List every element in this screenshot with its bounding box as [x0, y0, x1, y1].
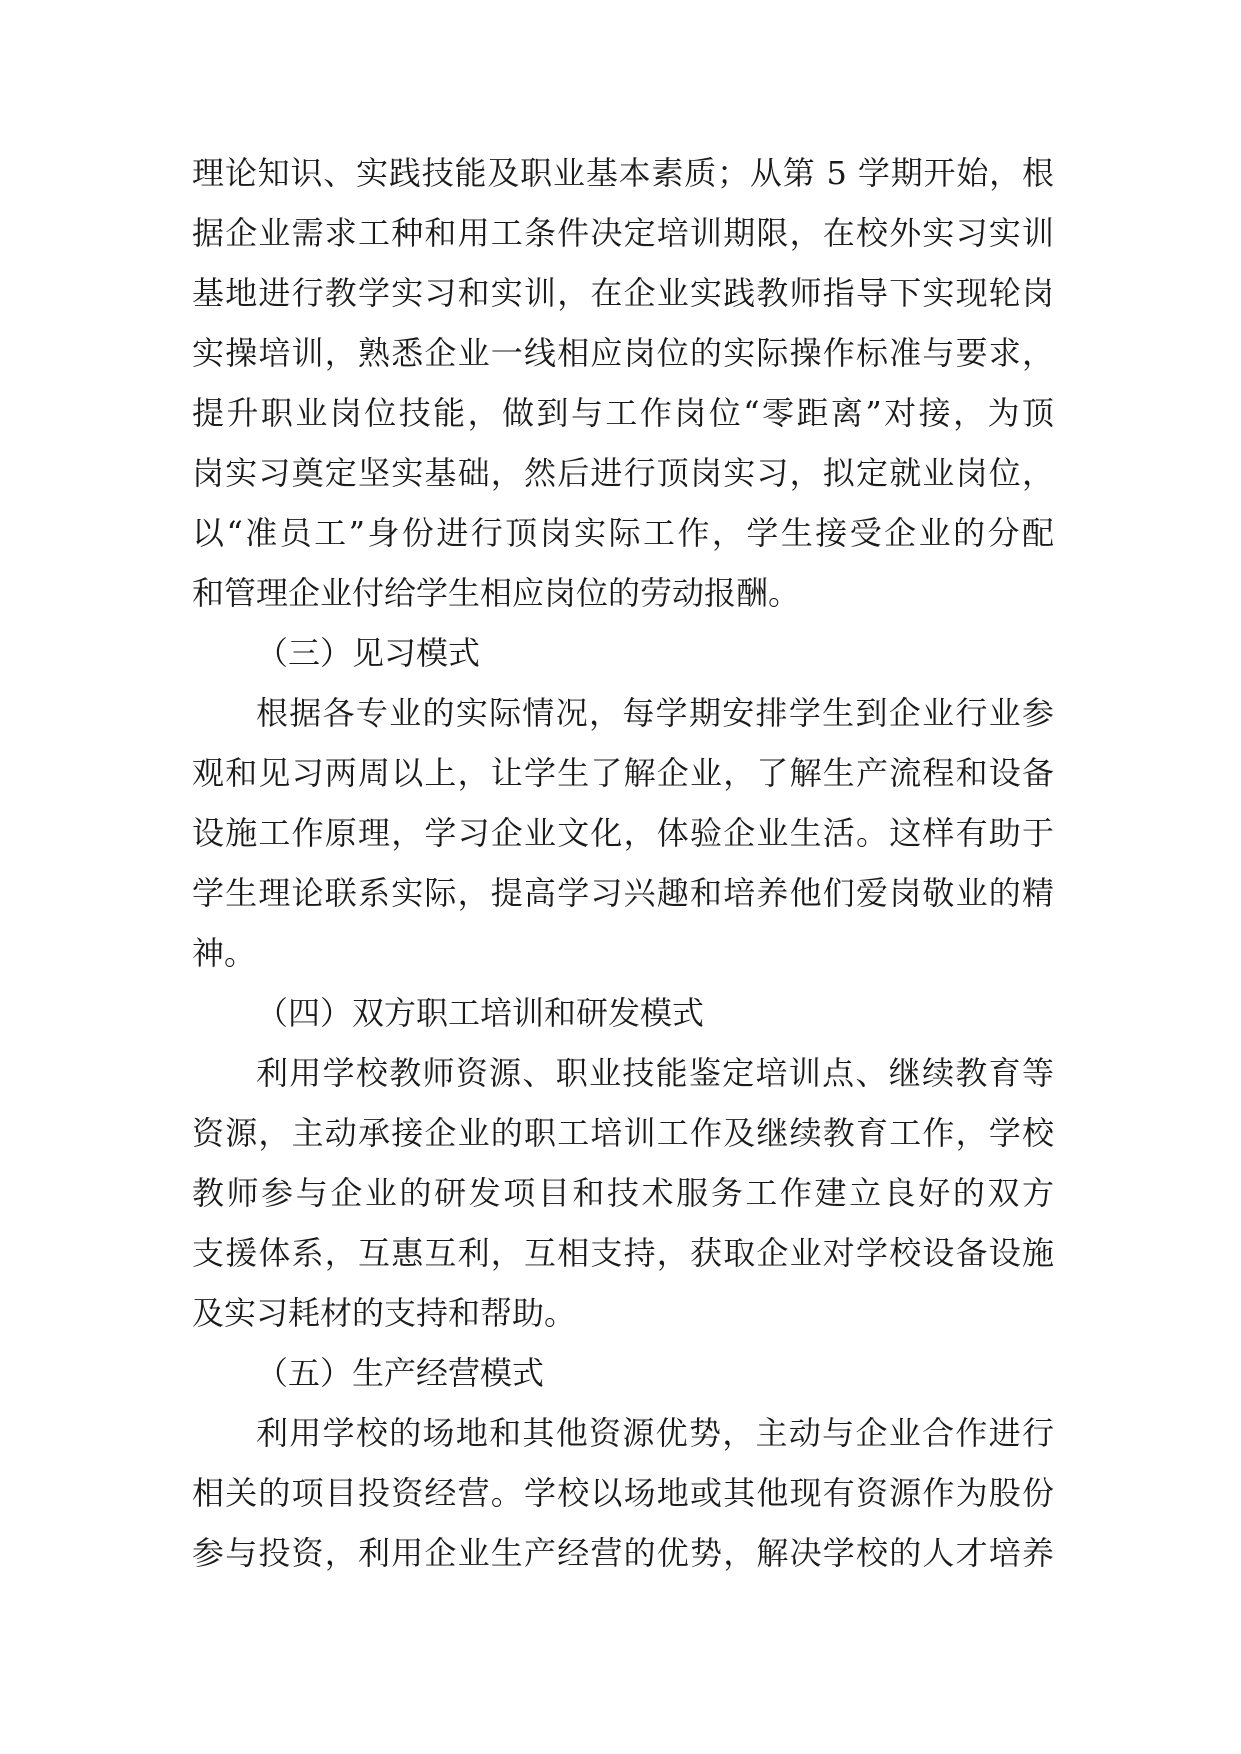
- text-line: 据企业需求工种和用工条件决定培训期限，在校外实习实训: [192, 214, 1054, 252]
- text-line: 基地进行教学实习和实训，在企业实践教师指导下实现轮岗: [192, 274, 1054, 312]
- text-line: 资源，主动承接企业的职工培训工作及继续教育工作，学校: [192, 1114, 1054, 1152]
- text-line: 理论知识、实践技能及职业基本素质；从第 5 学期开始，根: [192, 154, 1054, 192]
- text-line: 学生理论联系实际，提高学习兴趣和培养他们爱岗敬业的精: [192, 874, 1054, 912]
- text-line: 根据各专业的实际情况，每学期安排学生到企业行业参: [256, 694, 1054, 732]
- text-line: 岗实习奠定坚实基础，然后进行顶岗实习，拟定就业岗位，: [192, 454, 1054, 492]
- text-line: 观和见习两周以上，让学生了解企业，了解生产流程和设备: [192, 754, 1054, 792]
- text-line: 利用学校的场地和其他资源优势，主动与企业合作进行: [256, 1414, 1054, 1452]
- text-line: 参与投资，利用企业生产经营的优势，解决学校的人才培养: [192, 1534, 1054, 1572]
- text-line: 设施工作原理，学习企业文化，体验企业生活。这样有助于: [192, 814, 1054, 852]
- text-line: 提升职业岗位技能，做到与工作岗位“零距离”对接，为顶: [192, 394, 1054, 432]
- text-line: 以“准员工”身份进行顶岗实际工作，学生接受企业的分配: [192, 514, 1054, 552]
- text-line: 利用学校教师资源、职业技能鉴定培训点、继续教育等: [256, 1054, 1054, 1092]
- text-line: 和管理企业付给学生相应岗位的劳动报酬。: [192, 574, 801, 612]
- section-heading: （五）生产经营模式: [256, 1354, 545, 1392]
- text-line: 教师参与企业的研发项目和技术服务工作建立良好的双方: [192, 1174, 1054, 1212]
- text-line: 相关的项目投资经营。学校以场地或其他现有资源作为股份: [192, 1474, 1054, 1512]
- text-line: 支援体系，互惠互利，互相支持，获取企业对学校设备设施: [192, 1234, 1054, 1272]
- text-line: 神。: [192, 934, 257, 972]
- section-heading: （三）见习模式: [256, 634, 481, 672]
- section-heading: （四）双方职工培训和研发模式: [256, 994, 705, 1032]
- text-line: 实操培训，熟悉企业一线相应岗位的实际操作标准与要求，: [192, 334, 1054, 372]
- text-line: 及实习耗材的支持和帮助。: [192, 1294, 577, 1332]
